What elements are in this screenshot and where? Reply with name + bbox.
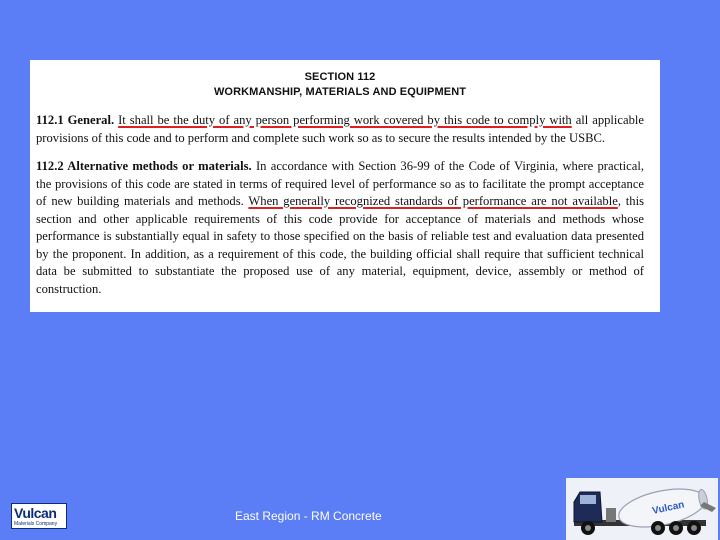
section-number: SECTION 112 <box>304 71 376 83</box>
logo-wordmark: Vulcan <box>14 505 57 521</box>
paragraph-112-1-heading: 112.1 General. <box>36 113 115 127</box>
footer-region-label: East Region - RM Concrete <box>235 509 382 523</box>
mixer-frame <box>606 508 616 522</box>
paragraph-112-1 <box>36 112 644 147</box>
section-title: WORKMANSHIP, MATERIALS AND EQUIPMENT <box>213 86 467 98</box>
paragraph-112-1-rest: all applicable provisions of this code and to perform and complete such work so as to secure the results intended by the USBC. <box>36 113 644 145</box>
paragraph-112-2 <box>36 158 644 298</box>
paragraph-112-2-underlined: When generally recognized standards of performance are not available <box>248 194 618 208</box>
vulcan-logo <box>11 503 67 529</box>
drum-logo-text: Vulcan <box>651 499 686 517</box>
truck-window <box>580 495 596 504</box>
paragraph-112-2-text-before: In accordance with Section 36-99 of the Code of Virginia, where practical, the provisions of this code are stated in terms of required level of performance so as to facilitate the prompt acceptance of new building materials and methods. <box>36 159 645 208</box>
concrete-mixer-truck-icon <box>566 478 718 540</box>
paragraph-112-2-heading: 112.2 Alternative methods or materials. <box>36 159 252 173</box>
code-excerpt-document <box>30 60 660 312</box>
paragraph-112-1-underlined: It shall be the duty of any person performing work covered by this code to comply with <box>118 113 572 127</box>
logo-subtitle: Materials Company <box>14 521 58 527</box>
paragraph-112-2-text-after: , this section and other applicable requirements of this code provide for acceptance of materials and methods whose performance is substantially equal in safety to those specified on the basis of reliable test and evaluation data presented by the proponent. In addition, as a requirement of this code, the building official shall require that sufficient technical data be submitted to substantiate the proposed use of any material, equipment, device, assembly or method of construction. <box>36 194 644 296</box>
